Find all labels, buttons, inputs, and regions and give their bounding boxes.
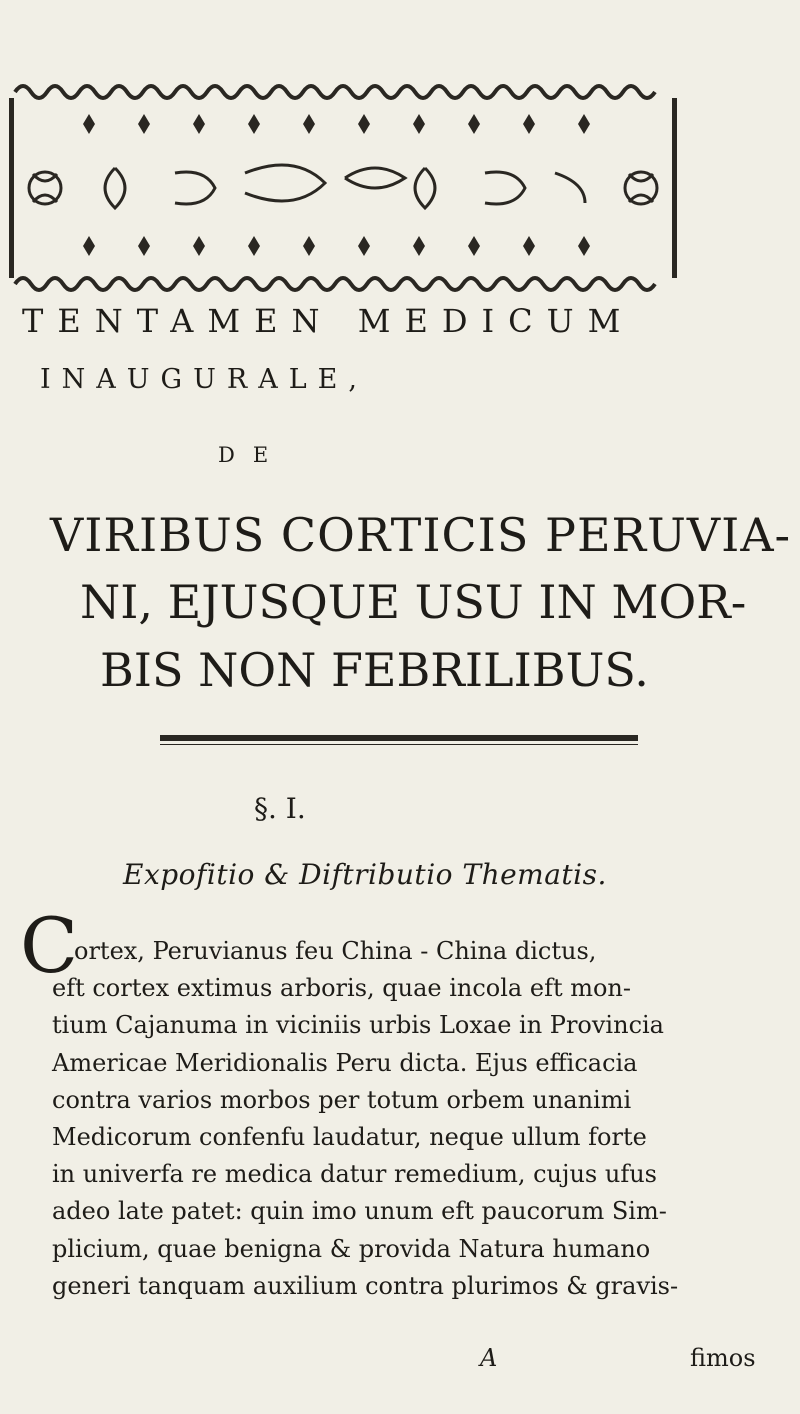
body-line: plicium, quae benigna & provida Natura humano xyxy=(52,1234,651,1263)
catchword: fimos xyxy=(690,1344,756,1372)
body-line: tium Cajanuma in viciniis urbis Loxae in Provincia xyxy=(52,1011,664,1040)
drop-cap: C xyxy=(20,901,79,990)
title-line-3: DE xyxy=(218,443,287,467)
title-line-1: TENTAMEN MEDICUM xyxy=(22,302,635,340)
body-line: adeo late patet: quin imo unum eft paucorum Sim- xyxy=(52,1197,667,1226)
divider-rule-thin xyxy=(160,744,638,745)
body-line: Americae Meridionalis Peru dicta. Ejus efficacia xyxy=(52,1048,638,1077)
signature-mark: A xyxy=(480,1344,498,1372)
body-line: in univerfa re medica datur remedium, cujus ufus xyxy=(52,1160,657,1189)
title-line-4: VIRIBUS CORTICIS PERUVIA- xyxy=(50,508,792,562)
title-line-6: BIS NON FEBRILIBUS. xyxy=(100,643,649,697)
section-number: §. I. xyxy=(254,792,306,825)
body-line: contra varios morbos per totum orbem unanimi xyxy=(52,1085,632,1114)
body-line: Medicorum confenfu laudatur, neque ullum forte xyxy=(52,1123,647,1152)
title-line-5: NI, EJUSQUE USU IN MOR- xyxy=(80,575,747,629)
title-line-2: INAUGURALE, xyxy=(40,364,368,395)
section-heading: Expofitio & Diftributio Thematis. xyxy=(123,858,607,891)
body-line: ortex, Peruvianus feu China - China dictus, xyxy=(74,937,597,965)
body-line: generi tanquam auxilium contra plurimos & gravis- xyxy=(52,1271,679,1300)
fleuron-band-icon xyxy=(5,78,681,298)
body-line: eft cortex extimus arboris, quae incola eft mon- xyxy=(52,974,631,1003)
body-paragraph xyxy=(52,933,792,1305)
divider-rule xyxy=(160,735,638,741)
